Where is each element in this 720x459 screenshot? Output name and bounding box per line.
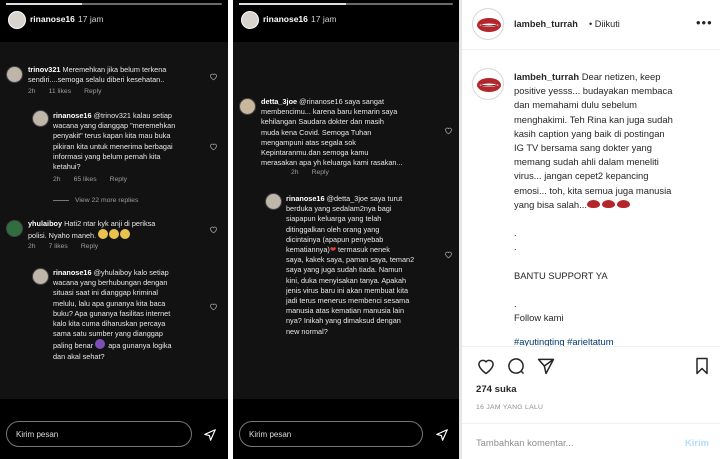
share-icon[interactable] (536, 356, 556, 376)
comment-meta: 2h 7 likes Reply (28, 243, 99, 250)
comment-meta: 2h Reply (291, 169, 329, 176)
comment-screenshot (0, 42, 228, 399)
heart-icon[interactable] (476, 356, 496, 376)
comment-text: detta_3joe @rinanose16 saya sangat membencimu... karena baru kemarin saya kehilangan Saudara dokter dan masih muda kena Covid. Semoga Tuhan mengampuni atas segala sok Kepintaranmu.dan semoga kamu merasakan apa yh keluarga kami rasakan... (261, 97, 403, 168)
view-replies-link[interactable]: View 22 more replies (53, 197, 138, 204)
comment-text: rinanose16 @detta_3joe saya turut berduka yang sedalam2nya bagi siapapun keluarga yang telah ditinggalkan oleh orang yang dicintainya (apapun penyebab kematiannya)❤ termasuk nenek saya, kakek saya, paman saya, teman2 saya yang juga sudah tiada. Namun kini, duka menyisakan tanya. Apakah jenis virus baru ini akan membuat kita jadi terus menerus membenci sesama manusia atas kematian manusia lain nya? Inikah yang dimaksud dengan new normal? (286, 194, 415, 336)
comment-text: yhulaiboy Hati2 ntar kyk anji di periksa polisi. Nyaho maneh. (28, 219, 156, 241)
comment-icon[interactable] (506, 356, 526, 376)
support-text: BANTU SUPPORT YA (514, 269, 608, 281)
send-icon[interactable] (435, 428, 449, 442)
heart-icon[interactable] (209, 72, 218, 81)
post-date: 16 JAM YANG LALU (476, 404, 544, 411)
post-comment-button[interactable]: Kirim (685, 437, 709, 448)
heart-icon[interactable] (444, 250, 453, 259)
post-header (462, 0, 720, 50)
follow-status[interactable]: • Diikuti (589, 19, 620, 29)
avatar[interactable] (8, 11, 26, 29)
heart-icon[interactable] (444, 126, 453, 135)
avatar (239, 98, 256, 115)
story-panel-right (233, 0, 459, 459)
avatar (32, 268, 49, 285)
comment-meta: 2h 11 likes Reply (28, 88, 102, 95)
story-header (0, 0, 228, 40)
caption-username[interactable]: lambeh_turrah (514, 71, 580, 82)
comment-screenshot (233, 42, 459, 399)
story-username[interactable]: rinanose16 (30, 14, 75, 24)
heart-icon[interactable] (209, 302, 218, 311)
story-username[interactable]: rinanose16 (263, 14, 308, 24)
comment-input[interactable]: Tambahkan komentar... (476, 437, 574, 448)
lips-logo-icon[interactable] (472, 68, 504, 100)
follow-text: Follow kami (514, 312, 564, 324)
account-name[interactable]: lambeh_turrah (514, 19, 578, 29)
more-horizontal-icon[interactable]: ••• (696, 15, 713, 30)
story-progress-bar (6, 3, 222, 5)
avatar (265, 193, 282, 210)
comment-text: rinanose16 @yhulaiboy kalo setiap wacana yang berhubungan dengan situasi saat ini dianggap kriminal melulu, lalu apa gunanya kita baca buku? Apa gunanya fasilitas internet kalo kita cuma diharuskan percaya sama satu sumber yang dianggap paling benar apa gunanya logika dan akal sehat? (53, 268, 172, 361)
avatar (6, 66, 23, 83)
avatar (32, 110, 49, 127)
heart-icon[interactable] (209, 225, 218, 234)
comment-text: rinanose16 @trinov321 kalau setiap wacana yang dianggap "meremehkan penyakit" terus kapan kita mau buka pikiran kita untuk menerima berbagai informasi yang belum pernah kita ketahui? (53, 111, 176, 172)
story-time: 17 jam (78, 14, 104, 24)
send-message-input[interactable]: Kirim pesan (239, 421, 423, 447)
avatar[interactable] (241, 11, 259, 29)
comment-text: trinov321 Meremehkan jika belum terkena sendiri....semoga selalu diberi kesehatan.. (28, 65, 167, 85)
story-time: 17 jam (311, 14, 337, 24)
hashtags[interactable]: #ayutingting #arieltatum (514, 335, 614, 347)
story-progress-bar (239, 3, 453, 5)
avatar (6, 220, 23, 237)
heart-icon[interactable] (209, 142, 218, 151)
bookmark-icon[interactable] (692, 356, 712, 376)
comment-meta: 2h 65 likes Reply (53, 176, 127, 183)
send-icon[interactable] (203, 428, 217, 442)
post-caption: lambeh_turrah Dear netizen, keep positive yesss... budayakan membaca dan memahami dulu sebelum menghakimi. Teh Rina kan juga sudah kasih caption yang baik di postingan IG TV bersama sang dokter yang memang sudah ahli dalam meneliti virus... jangan cepet2 kepancing emosi... toh, kita semua juga manusia yang bisa salah... . . BANTU SUPPORT YA . Follow kami #ayutingting #arieltatum (514, 70, 698, 349)
story-header (233, 0, 459, 40)
like-count[interactable]: 274 suka (476, 384, 517, 395)
lips-logo-icon[interactable] (472, 8, 504, 40)
send-message-input[interactable]: Kirim pesan (6, 421, 192, 447)
story-panel-left (0, 0, 228, 459)
